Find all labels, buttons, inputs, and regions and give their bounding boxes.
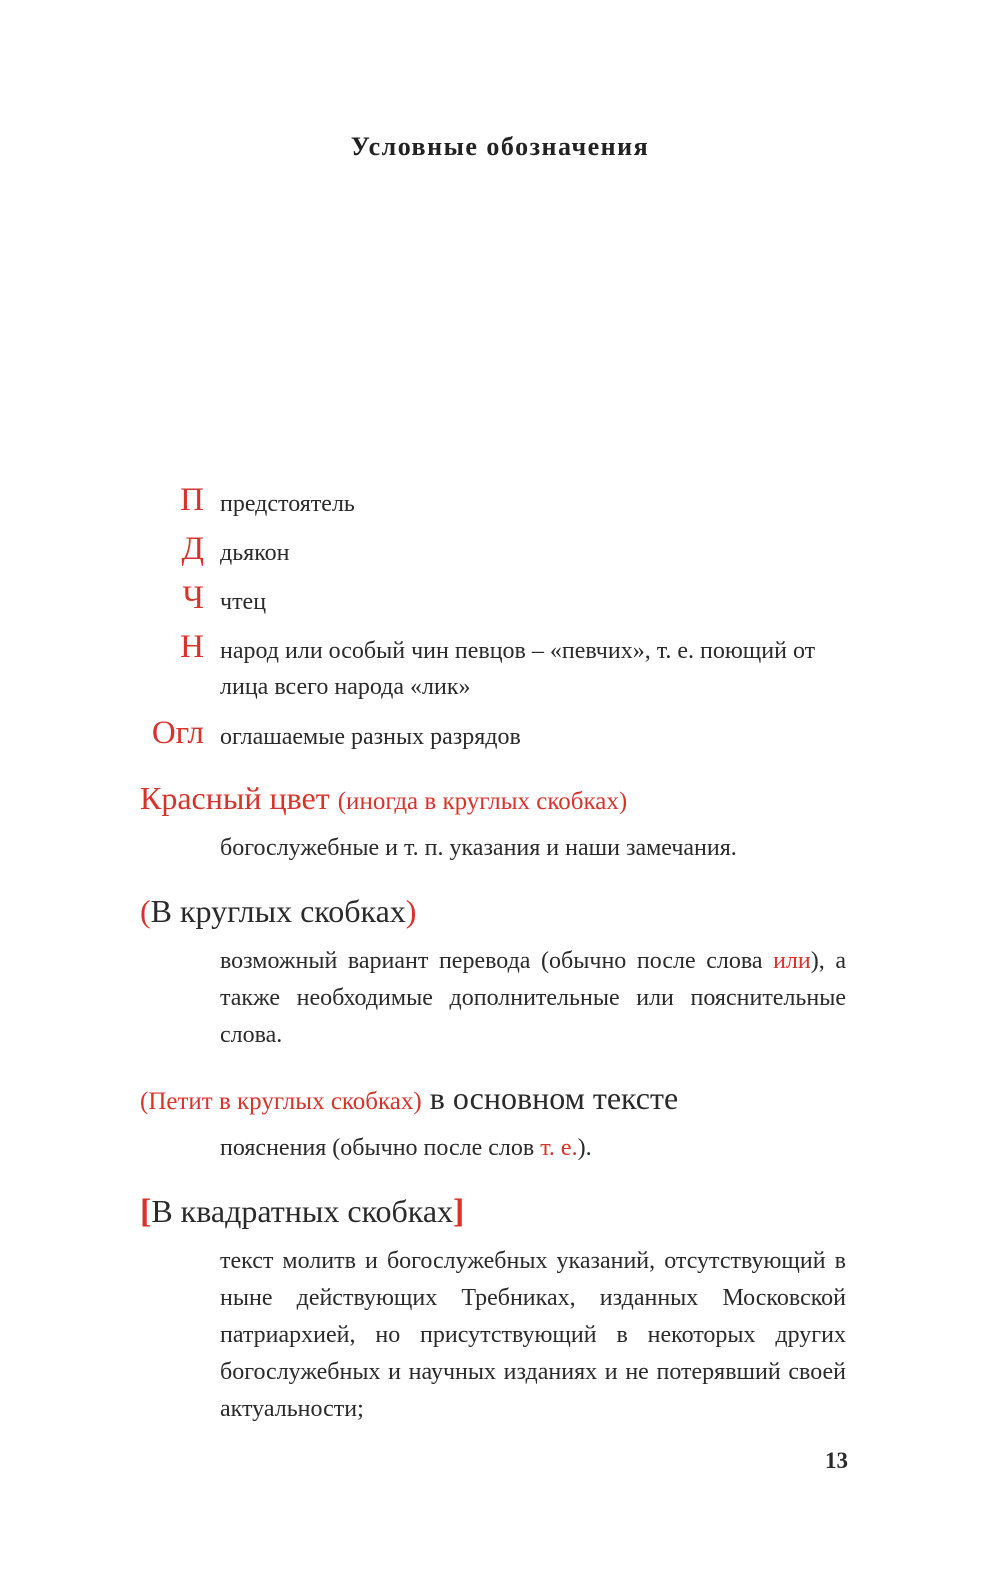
petit-desc-red: т. е. (540, 1135, 578, 1161)
red-color-heading (140, 778, 627, 822)
petit-description (220, 1130, 846, 1167)
abbreviation-row (0, 715, 1000, 755)
abbreviation-definition: дьякон (220, 540, 290, 566)
petit-heading-rest: в основном тексте (421, 1080, 679, 1116)
petit-desc-part2: ). (577, 1135, 592, 1161)
abbreviation-symbol: Д (181, 531, 204, 567)
abbreviation-symbol: Ч (182, 580, 204, 616)
petit-desc-part1: пояснения (обычно после слов (220, 1135, 541, 1161)
abbreviation-row (0, 629, 1000, 700)
red-color-description: богослужебные и т. п. указания и наши замечания. (220, 835, 737, 861)
round-brackets-heading (140, 891, 416, 931)
square-brackets-description: текст молитв и богослужебных указаний, отсутствующий в ныне действующих Требниках, изданных Московской патриархией, но присутствующий в некоторых других богослужебных и научных изданиях и не потерявший своей актуальности; (220, 1248, 846, 1422)
abbreviation-row (0, 580, 1000, 620)
square-brackets-heading-text: В квадратных скобках (151, 1193, 454, 1229)
open-square-bracket: [ (140, 1193, 152, 1230)
round-desc-red: или (773, 948, 811, 974)
abbreviation-row (0, 482, 1000, 522)
square-brackets-heading (140, 1191, 464, 1232)
page-number: 13 (825, 1448, 848, 1473)
red-color-heading-note: (иногда в круглых скобках) (337, 788, 628, 815)
round-brackets-description (220, 943, 846, 1054)
abbreviation-row (0, 531, 1000, 571)
page-title: Условные обозначения (350, 132, 650, 161)
petit-heading-red: (Петит в круглых скобках) (140, 1088, 422, 1115)
round-desc-part2: ), а также необходимые дополнительные или пояснительные слова. (220, 948, 846, 1048)
abbreviation-definition: народ или особый чин певцов – «певчих», т. е. поющий от лица всего народа «лик» (220, 638, 816, 700)
abbreviation-symbol: Огл (151, 715, 204, 751)
round-desc-part1: возможный вариант перевода (обычно после слова (220, 948, 774, 974)
close-paren: ) (405, 893, 417, 929)
abbreviation-definition: чтец (220, 589, 267, 615)
abbreviation-definition: предстоятель (220, 491, 355, 517)
abbreviation-symbol: П (180, 482, 204, 518)
open-paren: ( (140, 893, 151, 929)
close-square-bracket: ] (453, 1193, 465, 1230)
abbreviation-definition: оглашаемые разных разрядов (220, 724, 521, 750)
round-brackets-heading-text: В круглых скобках (150, 893, 406, 929)
red-color-heading-text: Красный цвет (140, 780, 330, 816)
petit-heading (140, 1078, 678, 1122)
abbreviation-symbol: Н (180, 629, 204, 665)
